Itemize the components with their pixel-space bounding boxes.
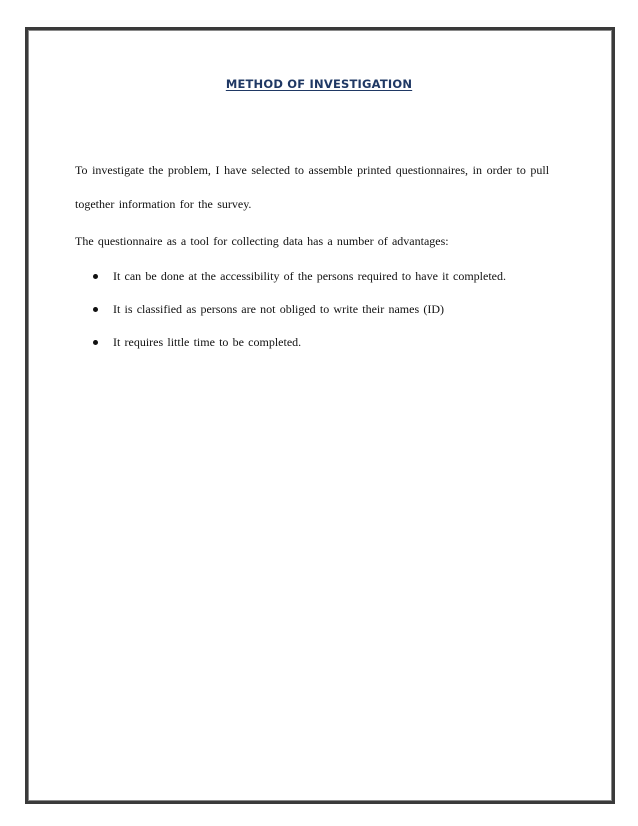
page-title-text: METHOD OF INVESTIGATION [225, 77, 413, 91]
list-item-text: It requires little time to be completed. [113, 335, 302, 349]
bullet-icon [93, 340, 98, 345]
page-title [0, 77, 638, 91]
paragraph-1-line-1: To investigate the problem, I have selected to assemble printed questionnaires, in order to pull [75, 163, 550, 177]
list-item-text: It can be done at the accessibility of the persons required to have it completed. [113, 269, 507, 283]
bullet-icon [93, 307, 98, 312]
list-item-text: It is classified as persons are not obliged to write their names (ID) [113, 302, 444, 316]
bullet-icon [93, 274, 98, 279]
paragraph-1-line-2: together information for the survey. [75, 197, 252, 211]
page-border [25, 27, 615, 804]
paragraph-2: The questionnaire as a tool for collecting data has a number of advantages: [75, 234, 449, 248]
